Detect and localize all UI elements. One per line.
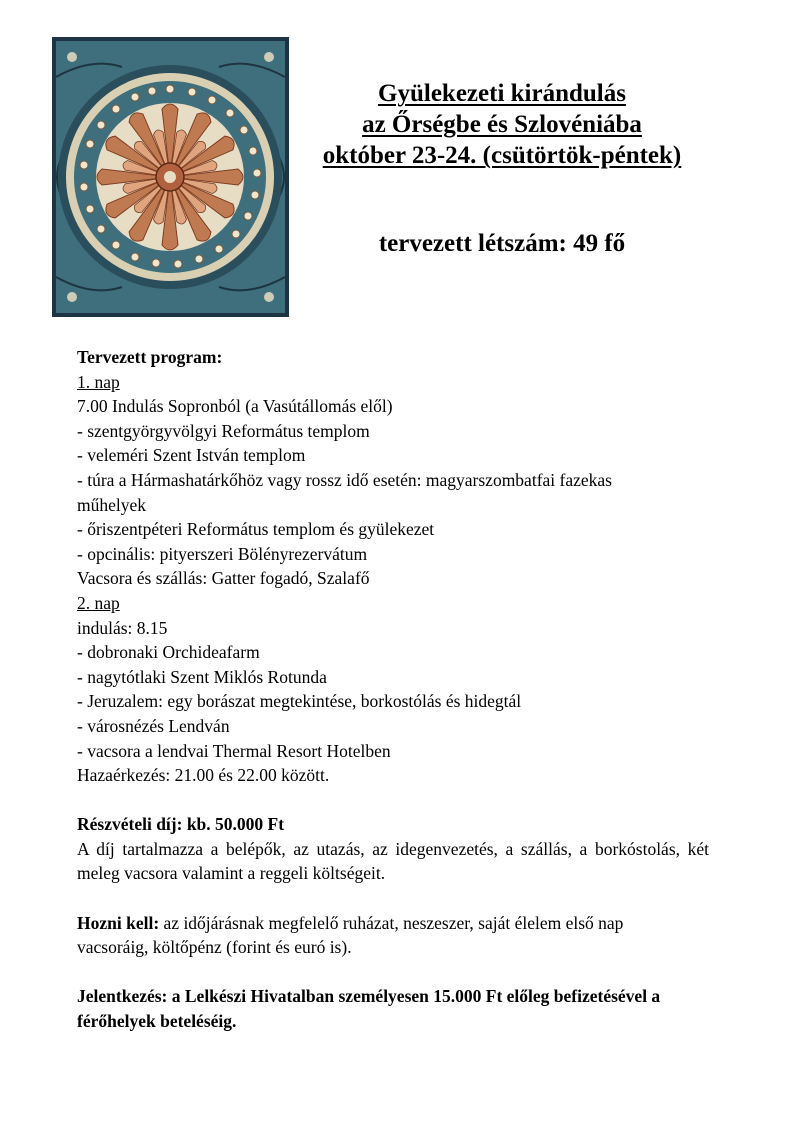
day-2-item: - nagytótlaki Szent Miklós Rotunda	[77, 666, 327, 687]
bring-label: Hozni kell:	[77, 912, 160, 933]
day-2-label: 2. nap	[77, 592, 120, 613]
fee-description: A díj tartalmazza a belépők, az utazás, az idegenvezetés, a szállás, a borkóstolás, két meleg vacsora valamint a reggeli költségeit.	[77, 838, 709, 884]
registration-info: Jelentkezés: a Lelkészi Hivatalban személyesen 15.000 Ft előleg befizetésével a férőhelyek beteléséig.	[77, 986, 661, 1032]
title-line-3: október 23-24. (csütörtök-péntek)	[322, 142, 682, 169]
day-1-accommodation: Vacsora és szállás: Gatter fogadó, Szalafő	[77, 568, 370, 589]
day-1-item: - szentgyörgyvölgyi Református templom	[77, 420, 370, 441]
title-line-2: az Őrségbe és Szlovéniába	[362, 111, 642, 138]
day-2-start: indulás: 8.15	[77, 617, 168, 638]
day-1-item: - őriszentpéteri Református templom és gyülekezet	[77, 519, 435, 540]
day-2-item: - vacsora a lendvai Thermal Resort Hotelben	[77, 740, 391, 761]
event-title	[300, 78, 704, 171]
program-content	[77, 345, 717, 1034]
day-1-item: - veleméri Szent István templom	[77, 445, 306, 466]
day-1-label: 1. nap	[77, 371, 120, 392]
program-heading: Tervezett program:	[77, 347, 223, 367]
bring-text: az időjárásnak megfelelő ruházat, neszeszer, saját élelem első nap vacsoráig, költőpénz (forint és euró is).	[77, 912, 624, 958]
day-1-item: - túra a Hármashatárkőhöz vagy rossz idő esetén: magyarszombatfai fazekas műhelyek	[77, 469, 612, 515]
title-line-1: Gyülekezeti kirándulás	[378, 80, 626, 107]
day-2-item: - városnézés Lendván	[77, 715, 230, 736]
day-2-item: - Jeruzalem: egy borászat megtekintése, borkostólás és hidegtál	[77, 691, 522, 712]
day-1-item: - opcinális: pityerszeri Bölényrezervátum	[77, 543, 368, 564]
day-2-item: - dobronaki Orchideafarm	[77, 642, 260, 663]
day-1-start: 7.00 Indulás Sopronból (a Vasútállomás elől)	[77, 396, 393, 417]
fee-label: Részvételi díj: kb. 50.000 Ft	[77, 814, 285, 835]
planned-headcount: tervezett létszám: 49 fő	[378, 230, 626, 257]
day-2-return: Hazaérkezés: 21.00 és 22.00 között.	[77, 765, 330, 786]
what-to-bring	[77, 911, 677, 960]
folk-art-rosette-image	[52, 37, 289, 317]
